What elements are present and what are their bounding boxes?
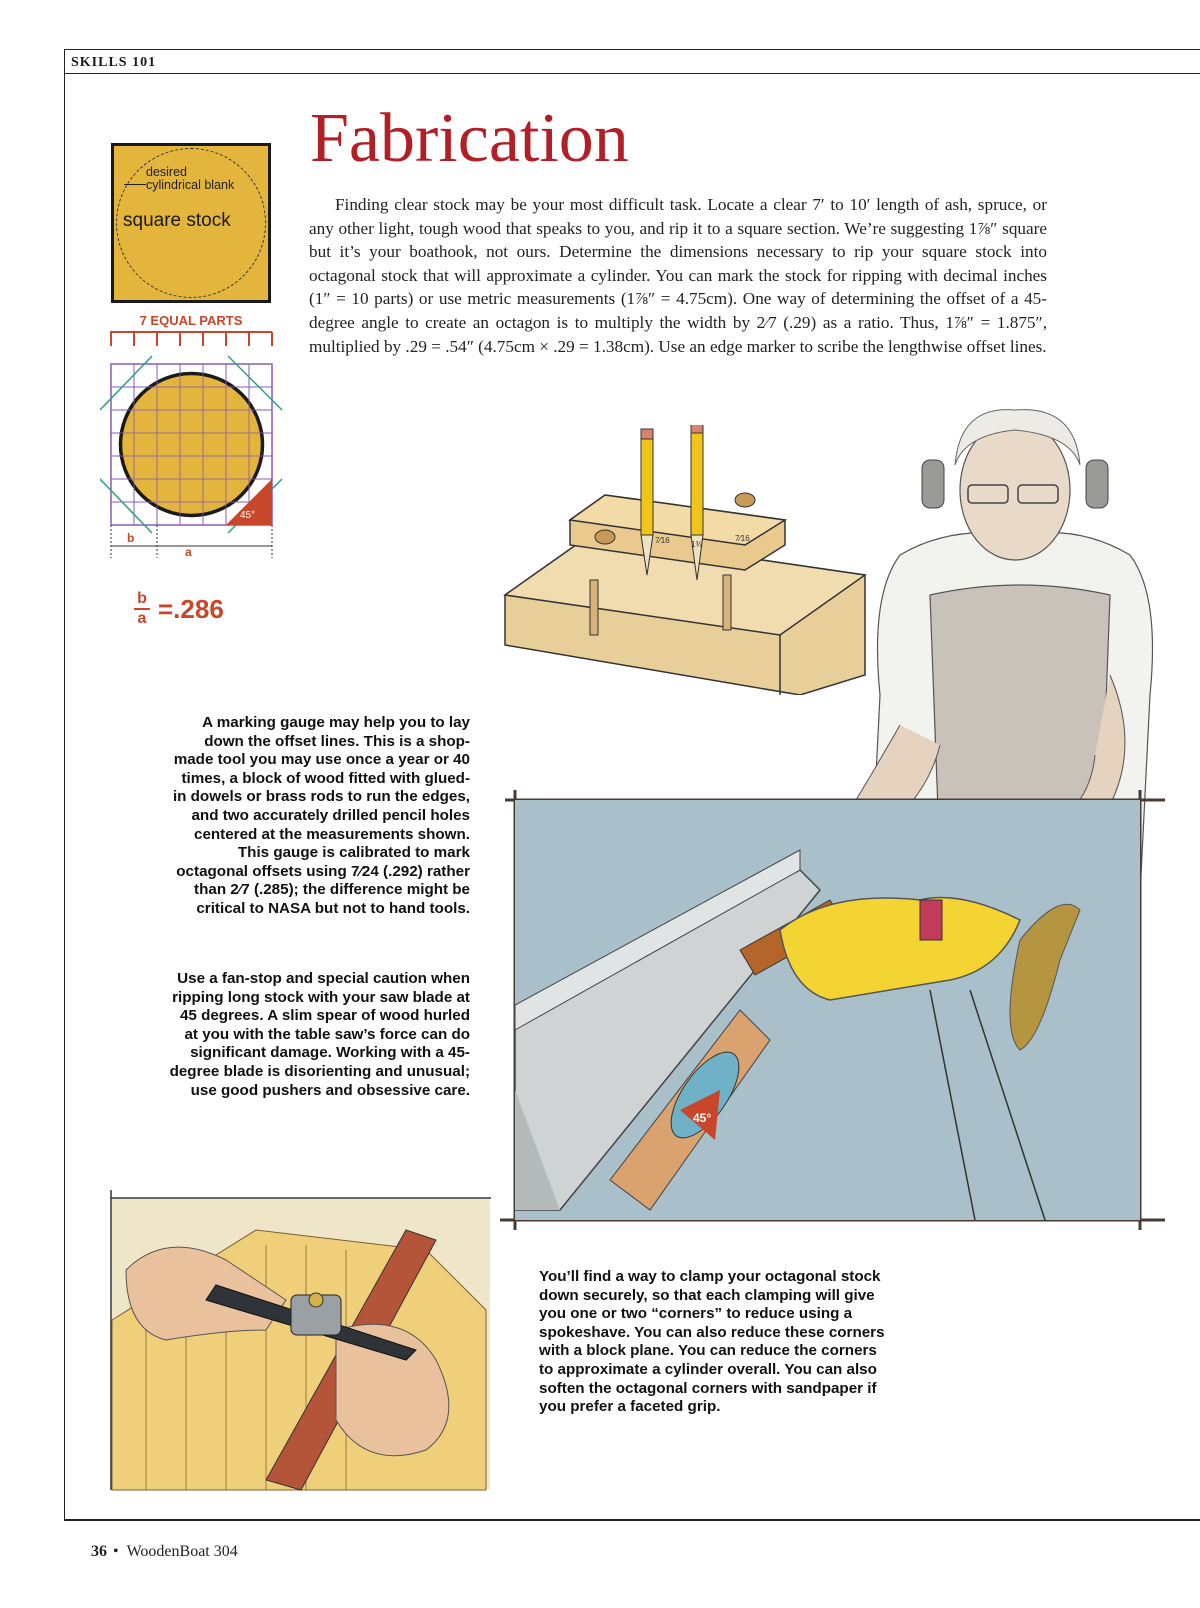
left-rule [64,49,65,1520]
angle-label: 45° [240,510,256,521]
gauge-mark-1: 7⁄16 [655,536,670,545]
square-stock-diagram [111,143,271,303]
dim-a-label: a [185,545,192,559]
footer-bullet: • [113,1543,119,1560]
stock-label: square stock [123,210,231,231]
intro-paragraph: Finding clear stock may be your most difficult task. Locate a clear 7′ to 10′ length of ash, spruce, or any other light, tough wood that speaks to you, and rip it to a square section. We’re suggesting 1⅞″ square but it’s your boathook, not ours. Determine the dimensions necessary to rip your square stock into octagonal stock that will approximate a cylinder. You can mark the stock for ripping with decimal inches (1″ = 10 parts) or use metric measurements (1⅞″ = 4.75cm). One way of determining the offset of a 45-degree angle to create an octagon is to multiply the width by 2⁄7 (.29) as a ratio. Thus, 1⅞″ = 1.875″, multiplied by .29 = .54″ (4.75cm × .29 = 1.38cm). Use an edge marker to scribe the lengthwise offset lines. [309,195,1047,356]
marking-gauge-illustration [495,425,875,695]
publication-name: WoodenBoat 304 [126,1543,238,1560]
page-number: 36 [91,1543,107,1560]
caption-fan-stop: Use a fan-stop and special caution when ripping long stock with your saw blade at 45 degrees. A slim spear of wood hurled at you with the table saw’s force can do significant damage. Working with a 45-degree blade is disorienting and unusual; use good pushers and obsessive care. [169,970,470,1099]
gauge-mark-2: 1⅜ [691,540,703,549]
page-title: Fabrication [310,100,629,177]
blank-label: desired cylindrical blank [146,165,235,192]
ratio-value: =.286 [158,594,224,624]
caption-clamp: You’ll find a way to clamp your octagonal stock down securely, so that each clamping will give you one or two “corners” to reduce using a spokeshave. You can also reduce these corners with a block plane. You can reduce the corners to approximate a cylinder overall. You can also soften the octagonal corners with sandpaper if you prefer a faceted grip. [539,1268,885,1416]
page-footer [91,1543,238,1561]
spokeshave-illustration [106,1190,496,1495]
table-saw-illustration [500,790,1165,1235]
ratio-numerator: b [137,590,147,607]
gauge-mark-3: 7⁄16 [735,534,750,543]
octagon-grid-diagram [100,328,285,586]
caption-marking-gauge: A marking gauge may help you to lay down the offset lines. This is a shop-made tool you may use once a year or 40 times, a block of wood fitted with glued-in dowels or brass rods to run the edges, and two accurately drilled pencil holes centered at the measurements shown. This gauge is calibrated to mark octagonal offsets using 7⁄24 (.292) rather than 2⁄7 (.285); the difference might be critical to NASA but not to hand tools. [172,714,470,917]
bottom-rule [64,1519,1200,1521]
saw-angle-label: 45° [693,1111,712,1125]
equal-parts-label: 7 EQUAL PARTS [139,313,243,328]
header-rule [64,73,1200,74]
dim-b-label: b [127,531,135,545]
ratio-denominator: a [137,610,147,627]
ratio-fraction [134,591,150,627]
label-leader [124,184,146,185]
section-label: SKILLS 101 [71,55,157,70]
top-rule [64,49,1200,50]
